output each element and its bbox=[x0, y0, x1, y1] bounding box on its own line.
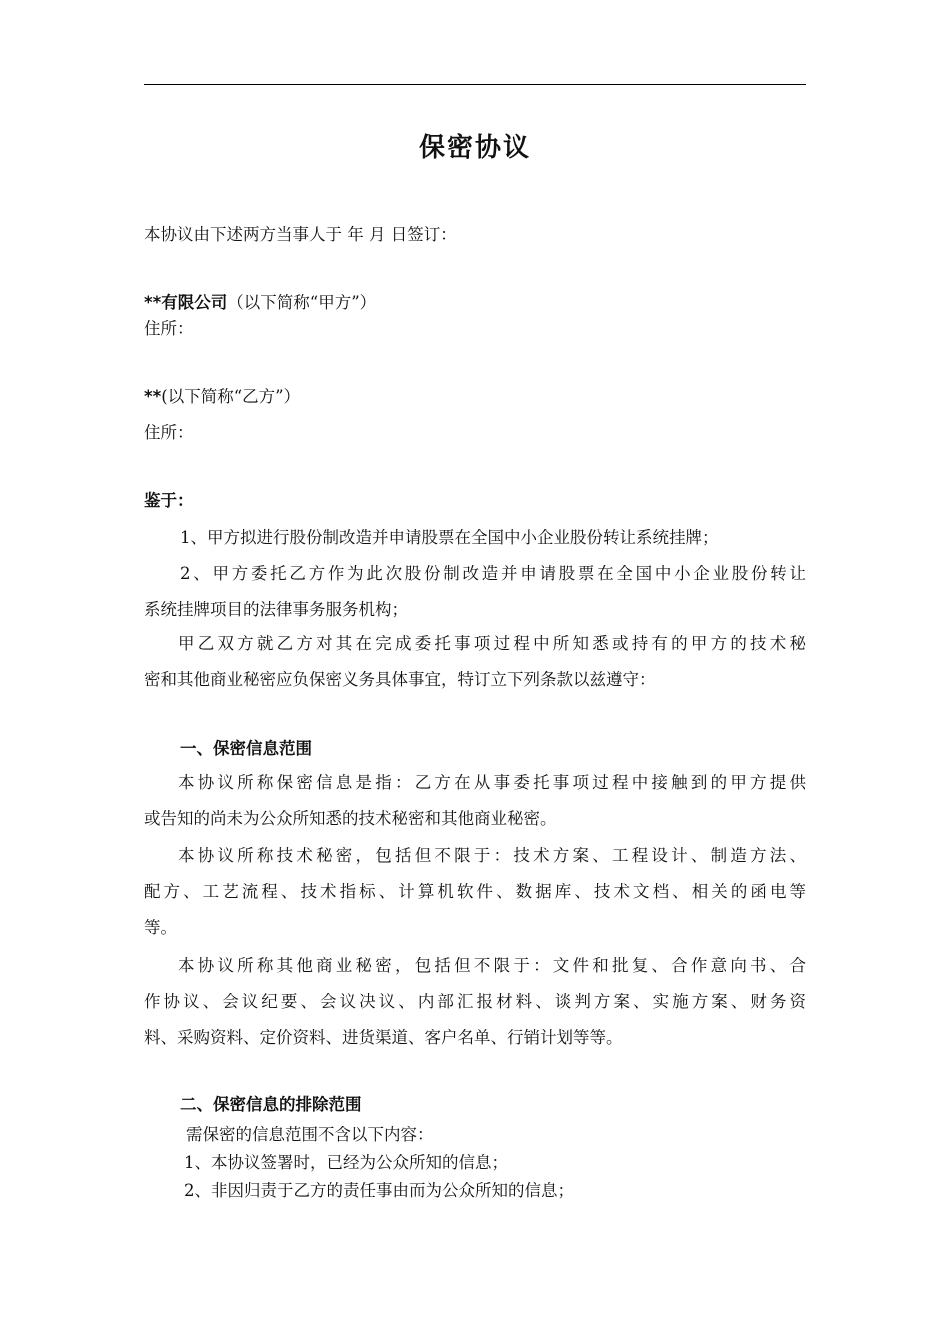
party-a-name: **有限公司 bbox=[144, 293, 228, 312]
section-1-p2-line-2: 配方、工艺流程、技术指标、计算机软件、数据库、技术文档、相关的函电等 bbox=[144, 882, 806, 901]
section-1-p3-line-2: 作协议、会议纪要、会议决议、内部汇报材料、谈判方案、实施方案、财务资 bbox=[144, 992, 806, 1011]
whereas-item-2-line-2: 系统挂牌项目的法律事务服务机构； bbox=[144, 600, 408, 619]
section-1-heading: 一、保密信息范围 bbox=[180, 739, 312, 758]
section-1-p1-line-2: 或告知的尚未为公众所知悉的技术秘密和其他商业秘密。 bbox=[144, 809, 557, 828]
section-2-item-2: 2、非因归责于乙方的责任事由而为公众所知的信息； bbox=[184, 1181, 574, 1200]
whereas-closing-line-1: 甲乙双方就乙方对其在完成委托事项过程中所知悉或持有的甲方的技术秘 bbox=[178, 634, 806, 653]
section-1-p1-line-1: 本协议所称保密信息是指：乙方在从事委托事项过程中接触到的甲方提供 bbox=[178, 773, 806, 792]
whereas-heading: 鉴于： bbox=[144, 491, 194, 510]
whereas-closing-line-2: 密和其他商业秘密应负保密义务具体事宜，特订立下列条款以兹遵守： bbox=[144, 670, 656, 689]
header-rule bbox=[144, 84, 806, 85]
party-b bbox=[144, 384, 806, 410]
party-a bbox=[144, 290, 806, 316]
document-title: 保密协议 bbox=[418, 133, 531, 163]
section-1-p3-line-1: 本协议所称其他商业秘密，包括但不限于：文件和批复、合作意向书、合 bbox=[178, 956, 806, 975]
party-b-name: ** bbox=[144, 387, 162, 406]
party-b-address: 住所： bbox=[144, 423, 194, 442]
intro-text: 本协议由下述两方当事人于 年 月 日签订： bbox=[144, 225, 457, 244]
section-2-intro: 需保密的信息范围不含以下内容： bbox=[186, 1125, 434, 1144]
section-1-p3-line-3: 料、采购资料、定价资料、进货渠道、客户名单、行销计划等等。 bbox=[144, 1028, 623, 1047]
section-1-p2-line-1: 本协议所称技术秘密，包括但不限于：技术方案、工程设计、制造方法、 bbox=[178, 846, 806, 865]
whereas-item-1: 1、甲方拟进行股份制改造并申请股票在全国中小企业股份转让系统挂牌； bbox=[180, 528, 719, 547]
section-2-item-1: 1、本协议签署时，已经为公众所知的信息； bbox=[184, 1153, 508, 1172]
section-1-p2-line-3: 等。 bbox=[144, 918, 177, 937]
party-a-alias: （以下简称“甲方”） bbox=[227, 293, 377, 312]
whereas-item-2-line-1: 2、甲方委托乙方作为此次股份制改造并申请股票在全国中小企业股份转让 bbox=[180, 564, 806, 583]
section-2-heading: 二、保密信息的排除范围 bbox=[180, 1095, 362, 1114]
party-a-address: 住所： bbox=[144, 319, 194, 338]
party-b-alias: (以下简称“乙方”） bbox=[161, 387, 301, 406]
